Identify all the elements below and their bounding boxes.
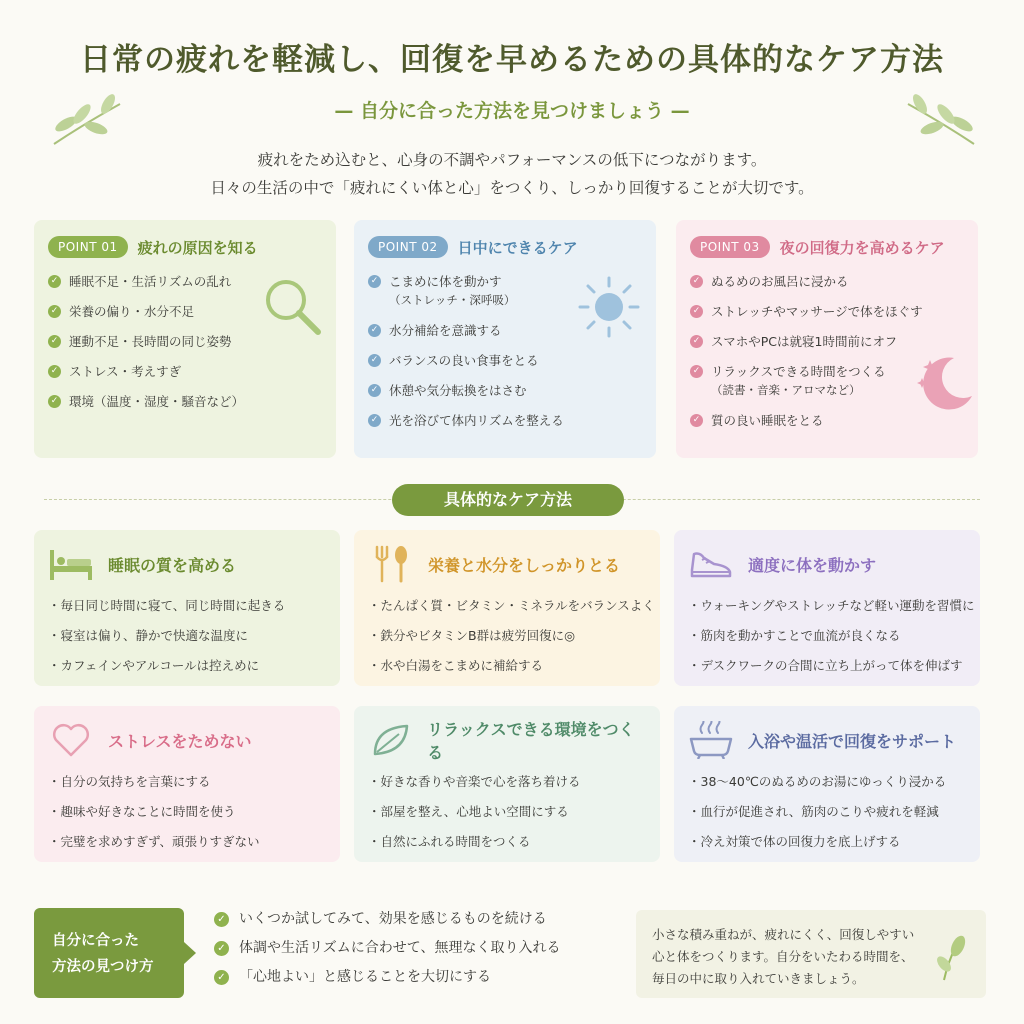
list-item: ✓ 「心地よい」と感じることを大切にする (214, 968, 560, 987)
check-icon: ✓ (368, 275, 381, 288)
point-title: 疲れの原因を知る (137, 238, 258, 257)
point-title: 日中にできるケア (457, 238, 578, 257)
check-icon: ✓ (48, 275, 61, 288)
card-list (368, 596, 655, 674)
moon-icon (916, 350, 976, 414)
list-item: ✓ 休憩や気分転換をはさむ (368, 381, 642, 400)
card-title: ストレスをためない (108, 731, 252, 751)
find-method-label: 自分に合った 方法の見つけ方 (34, 908, 184, 998)
check-icon: ✓ (48, 365, 61, 378)
check-icon: ✓ (48, 305, 61, 318)
list-item: ✓ 体調や生活リズムに合わせて、無理なく取り入れる (214, 939, 560, 958)
find-method-list (214, 910, 560, 997)
bathtub-icon (688, 720, 734, 760)
section-title: 具体的なケア方法 (392, 484, 624, 516)
list-item: ・ たんぱく質・ビタミン・ミネラルをバランスよく (368, 596, 646, 614)
list-item: ✓ 運動不足・長時間の同じ姿勢 (48, 332, 322, 351)
card-title: 入浴や温活で回復をサポート (748, 731, 957, 751)
point-badge: POINT 02 (368, 236, 448, 258)
leaf-icon (368, 720, 413, 760)
arrow-right-icon (184, 942, 196, 964)
intro-text (0, 146, 1024, 202)
list-item: ・ 部屋を整え、心地よい空間にする (368, 802, 646, 820)
point-title: 夜の回復力を高めるケア (779, 238, 945, 257)
list-item: ✓ ストレッチやマッサージで体をほぐす (690, 302, 964, 321)
cutlery-icon (368, 544, 414, 584)
check-icon: ✓ (690, 335, 703, 348)
shoe-icon (688, 544, 734, 584)
list-item: ・ 筋肉を動かすことで血流が良くなる (688, 626, 966, 644)
card-list (688, 772, 966, 850)
list-item: ✓ 水分補給を意識する (368, 321, 642, 340)
list-item: ✓ 光を浴びて体内リズムを整える (368, 411, 642, 430)
point-badge: POINT 01 (48, 236, 128, 258)
check-icon: ✓ (368, 414, 381, 427)
care-card-bath (674, 706, 980, 862)
list-item: ✓ リラックスできる時間をつくる （読書・音楽・アロマなど） (690, 362, 964, 400)
point-card-03 (676, 220, 978, 458)
check-icon: ✓ (214, 941, 229, 956)
list-item: ・ 寝室は偏り、静かで快適な温度に (48, 626, 326, 644)
card-title: 適度に体を動かす (748, 555, 877, 575)
list-item: ✓ 質の良い睡眠をとる (690, 411, 964, 430)
list-item: ・ 水や白湯をこまめに補給する (368, 656, 646, 674)
check-icon: ✓ (690, 414, 703, 427)
heart-icon (48, 720, 94, 760)
card-list (688, 596, 975, 674)
list-item: ・ カフェインやアルコールは控えめに (48, 656, 326, 674)
list-item: ・ 完璧を求めすぎず、頑張りすぎない (48, 832, 326, 850)
point-badge: POINT 03 (690, 236, 770, 258)
check-icon: ✓ (48, 335, 61, 348)
card-title: リラックスできる環境をつくる (427, 720, 635, 762)
list-item: ・ ウォーキングやストレッチなど軽い運動を習慣に (688, 596, 966, 614)
care-card-nutrition (354, 530, 660, 686)
list-item: ✓ スマホやPCは就寝1時間前にオフ (690, 332, 964, 351)
check-icon: ✓ (214, 970, 229, 985)
magnifier-icon (262, 276, 324, 338)
list-item: ・ 自分の気持ちを言葉にする (48, 772, 326, 790)
intro-line-1: 疲れをため込むと、心身の不調やパフォーマンスの低下につながります。 (257, 151, 767, 169)
check-icon: ✓ (690, 305, 703, 318)
bed-icon (48, 544, 94, 584)
card-list (48, 596, 326, 674)
check-icon: ✓ (690, 275, 703, 288)
list-item: ・ 38〜40℃のぬるめのお湯にゆっくり浸かる (688, 772, 966, 790)
list-item: ✓ 環境（温度・湿度・騒音など） (48, 392, 322, 411)
list-item: ・ 自然にふれる時間をつくる (368, 832, 646, 850)
check-icon: ✓ (368, 354, 381, 367)
list-item: ・ デスクワークの合間に立ち上がって体を伸ばす (688, 656, 966, 674)
list-item: ✓ こまめに体を動かす （ストレッチ・深呼吸） (368, 272, 642, 310)
page-subtitle: — 自分に合った方法を見つけましょう — (334, 100, 690, 122)
list-item: ✓ バランスの良い食事をとる (368, 351, 642, 370)
card-list (368, 772, 646, 850)
closing-message: 小さな積み重ねが、疲れにくく、回復しやすい 心と体をつくります。自分をいたわる時間を、 毎日の中に取り入れていきましょう。 (636, 910, 986, 998)
care-card-sleep (34, 530, 340, 686)
card-list (48, 772, 326, 850)
sprout-icon (934, 932, 970, 982)
list-item: ・ 血行が促進され、筋肉のこりや疲れを軽減 (688, 802, 966, 820)
check-icon: ✓ (368, 324, 381, 337)
check-icon: ✓ (48, 395, 61, 408)
list-item: ✓ 栄養の偏り・水分不足 (48, 302, 322, 321)
check-icon: ✓ (368, 384, 381, 397)
section-heading (44, 484, 980, 516)
list-item: ・ 趣味や好きなことに時間を使う (48, 802, 326, 820)
list-item: ✓ いくつか試してみて、効果を感じるものを続ける (214, 910, 560, 929)
list-item: ・ 好きな香りや音楽で心を落ち着ける (368, 772, 646, 790)
sun-icon (576, 274, 642, 340)
check-icon: ✓ (690, 365, 703, 378)
card-title: 睡眠の質を高める (108, 555, 237, 575)
list-item: ・ 鉄分やビタミンB群は疲労回復に◎ (368, 626, 646, 644)
intro-line-2: 日々の生活の中で「疲れにくい体と心」をつくり、しっかり回復することが大切です。 (210, 179, 814, 197)
card-title: 栄養と水分をしっかりとる (428, 555, 621, 575)
list-item: ✓ ストレス・考えすぎ (48, 362, 322, 381)
care-card-exercise (674, 530, 980, 686)
list-item: ・ 毎日同じ時間に寝て、同じ時間に起きる (48, 596, 326, 614)
list-item: ・ 冷え対策で体の回復力を底上げする (688, 832, 966, 850)
care-card-stress (34, 706, 340, 862)
point-card-01 (34, 220, 336, 458)
list-item: ✓ ぬるめのお風呂に浸かる (690, 272, 964, 291)
point-card-02 (354, 220, 656, 458)
page-title: 日常の疲れを軽減し、回復を早めるための具体的なケア方法 (80, 42, 944, 78)
list-item: ✓ 睡眠不足・生活リズムの乱れ (48, 272, 322, 291)
check-icon: ✓ (214, 912, 229, 927)
care-card-relax (354, 706, 660, 862)
